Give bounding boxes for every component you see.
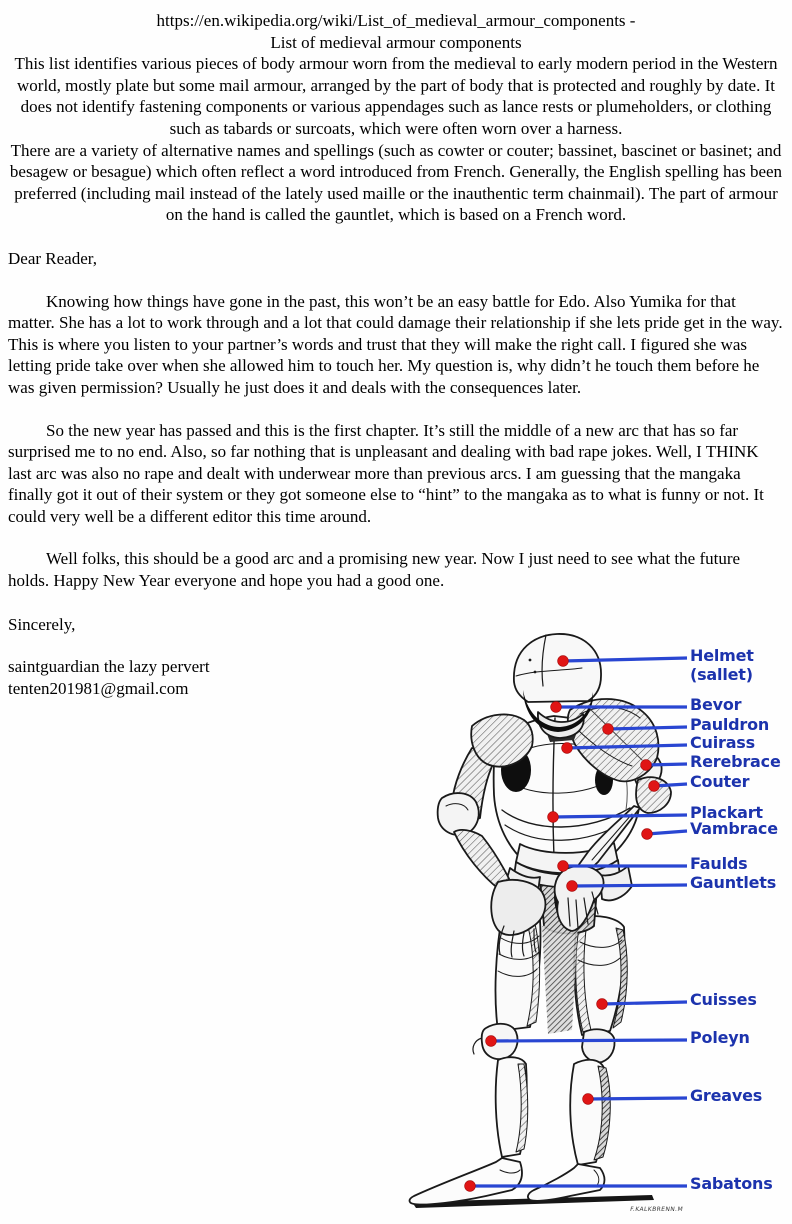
armor-label-greaves: Greaves	[690, 1086, 763, 1105]
armor-label-poleyn: Poleyn	[690, 1028, 750, 1047]
armor-label-faulds: Faulds	[690, 854, 748, 873]
letter-closing: Sincerely,	[8, 614, 76, 634]
letter-salutation: Dear Reader,	[8, 248, 97, 268]
armor-label-rerebrace: Rerebrace	[690, 752, 781, 771]
document-header	[0, 0, 792, 226]
intro-paragraph-1: This list identifies various pieces of body armour worn from the medieval to early modern period in the Western world, mostly plate but some mail armour, arranged by the part of body that is protected and roughly by date. It does not identify fastening components or various appendages such as lance rests or plumeholders, or clothing such as tabards or surcoats, which were often worn over a harness.	[14, 54, 778, 138]
armor-label-vambrace: Vambrace	[690, 819, 778, 838]
armor-label-pauldron: Pauldron	[690, 715, 770, 734]
source-url: https://en.wikipedia.org/wiki/List_of_medieval_armour_components -	[156, 11, 636, 30]
letter-paragraph-3: Well folks, this should be a good arc and a promising new year. Now I just need to see what the future holds. Happy New Year everyone and hope you had a good one.	[8, 549, 741, 591]
artist-signature: F.KALKBRENN.M	[629, 1206, 684, 1213]
signature-name: saintguardian the lazy pervert	[8, 657, 210, 677]
armor-label-gauntlets: Gauntlets	[690, 873, 777, 892]
armor-label-plackart: Plackart	[690, 803, 763, 822]
intro-paragraph-2: There are a variety of alternative names and spellings (such as cowter or couter; bassinet, bascinet or basinet; and besagew or besague) which often reflect a word introduced from French. Generally, the English spelling has been preferred (including mail instead of the lately used maille or the inauthentic term chainmail). The part of armour on the hand is called the gauntlet, which is based on a French word.	[9, 140, 783, 225]
armor-label-helmet: Helmet (sallet)	[690, 646, 754, 684]
document-title: List of medieval armour components	[270, 32, 522, 52]
armor-label-couter: Couter	[690, 772, 750, 791]
armor-label-sabatons: Sabatons	[690, 1174, 773, 1193]
letter-paragraph-2: So the new year has passed and this is the first chapter. It’s still the middle of a new arc that has so far surprised me to no end. Also, so far nothing that is unpleasant and dealing with bad rape jokes. Well, I THINK last arc was also no rape and dealt with underwear more than previous arcs. I am guessing that the mangaka finally got it out of their system or they got someone else to “hint” to the mangaka as to what is funny or not. It could very well be a different editor this time around.	[8, 420, 764, 526]
armor-labels	[402, 630, 792, 1224]
armor-label-cuisses: Cuisses	[690, 990, 757, 1009]
armor-label-cuirass: Cuirass	[690, 733, 755, 752]
armour-diagram	[402, 630, 792, 1224]
signature-email: tenten201981@gmail.com	[8, 678, 189, 698]
armor-label-bevor: Bevor	[690, 695, 742, 714]
letter-paragraph-1: Knowing how things have gone in the past, this won’t be an easy battle for Edo. Also Yumika for that matter. She has a lot to work through and a lot that could damage their relationship if she lets pride get in the way. This is where you listen to your partner’s words and trust that they will make the right call. I figured she was letting pride take over when she allowed him to touch her. My question is, why didn’t he touch them before he was given permission? Usually he just does it and deals with the consequences later.	[8, 291, 783, 397]
